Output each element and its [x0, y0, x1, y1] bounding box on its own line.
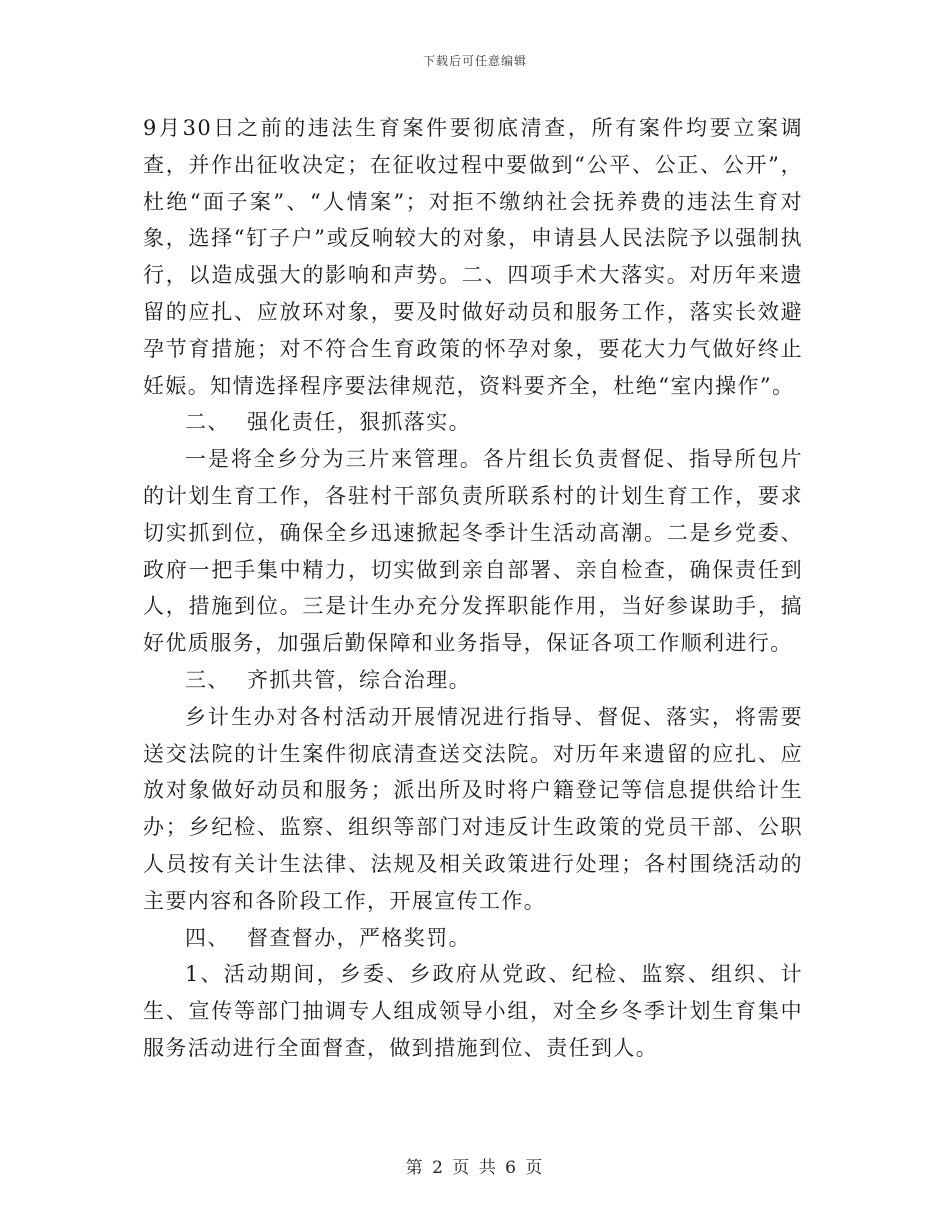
paragraph-responsibility: 一是将全乡分为三片来管理。各片组长负责督促、指导所包片的计划生育工作，各驻村干部负责所联系村的计划生育工作，要求切实抓到位，确保全乡迅速掀起冬季计生活动高潮。二是乡党委、政府一把手集中精力，切实做到亲自部署、亲自检查，确保责任到人，措施到位。三是计生办充分发挥职能作用，当好参谋助手，搞好优质服务，加强后勤保障和业务指导，保证各项工作顺利进行。 — [143, 447, 803, 656]
paragraph-supervision: 1、活动期间，乡委、乡政府从党政、纪检、监察、组织、计生、宣传等部门抽调专人组成领导小组，对全乡冬季计划生育集中服务活动进行全面督查，做到措施到位、责任到人。 — [143, 962, 803, 1060]
section-title: 齐抓共管，综合治理。 — [247, 667, 471, 692]
section-number: 二、 — [185, 410, 230, 435]
paragraph-governance: 乡计生办对各村活动开展情况进行指导、督促、落实，将需要送交法院的计生案件彻底清查送交法院。对历年来遗留的应扎、应放对象做好动员和服务；派出所及时将户籍登记等信息提供给计生办；乡纪检、监察、组织等部门对违反计生政策的党员干部、公职人员按有关计生法律、法规及相关政策进行处理；各村围绕活动的主要内容和各阶段工作，开展宣传工作。 — [143, 704, 803, 913]
section-heading-4 — [143, 920, 803, 957]
section-heading-2 — [143, 404, 803, 441]
page-footer: 第 2 页 共 6 页 — [405, 1158, 545, 1178]
document-body — [143, 110, 803, 1067]
section-heading-3 — [143, 662, 803, 699]
paragraph-continuation: 9月30日之前的违法生育案件要彻底清查，所有案件均要立案调查，并作出征收决定；在征收过程中要做到“公平、公正、公开”，杜绝“面子案”、“人情案”；对拒不缴纳社会抚养费的违法生育对象，选择“钉子户”或反响较大的对象，申请县人民法院予以强制执行，以造成强大的影响和声势。二、四项手术大落实。对历年来遗留的应扎、应放环对象，要及时做好动员和服务工作，落实长效避孕节育措施；对不符合生育政策的怀孕对象，要花大力气做好终止妊娠。知情选择程序要法律规范，资料要齐全，杜绝“室内操作”。 — [143, 116, 803, 398]
page-header: 下载后可任意编辑 — [422, 54, 527, 68]
section-number: 三、 — [185, 667, 230, 692]
section-title: 督查督办，严格奖罚。 — [247, 925, 471, 950]
section-title: 强化责任，狠抓落实。 — [247, 410, 471, 435]
section-number: 四、 — [185, 925, 230, 950]
